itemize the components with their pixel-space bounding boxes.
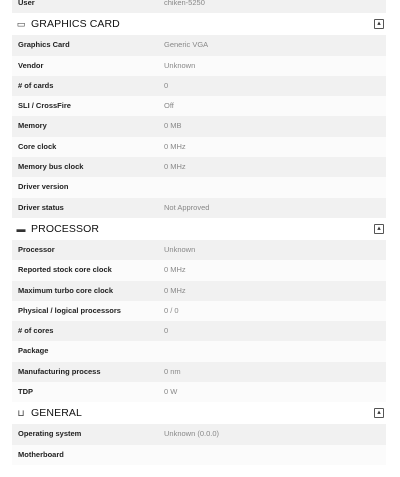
row-value: 0 [164, 326, 169, 336]
row-value: 0 W [164, 387, 178, 397]
row-key: Physical / logical processors [18, 305, 121, 315]
graphics-card-icon: ▭ [16, 19, 26, 30]
collapse-toggle-button[interactable]: ▴ [374, 408, 384, 418]
collapse-toggle-button[interactable]: ▴ [374, 19, 384, 29]
row-value: 0 MB [164, 121, 182, 131]
laptop-icon: ⊔ [17, 408, 25, 419]
row-value: 0 MHz [164, 162, 186, 172]
info-row [12, 76, 386, 96]
collapse-toggle-button[interactable]: ▴ [374, 224, 384, 234]
section-body-graphics-card [0, 35, 400, 218]
row-value: Unknown (0.0.0) [164, 429, 220, 439]
processor-icon: ▬ [16, 223, 26, 234]
row-key: Driver version [18, 182, 69, 192]
row-value: 0 / 0 [164, 305, 179, 315]
info-row [12, 301, 386, 321]
row-key: User [18, 0, 35, 7]
info-row [12, 35, 386, 55]
row-key: Graphics Card [18, 40, 70, 50]
info-row [12, 157, 386, 177]
row-key: Core clock [18, 141, 57, 151]
row-key: Processor [18, 244, 55, 254]
row-key: SLI / CrossFire [18, 101, 71, 111]
info-row [12, 445, 386, 465]
info-row [12, 96, 386, 116]
row-value: 0 [164, 80, 169, 90]
section-header-general [12, 402, 386, 424]
section-body-processor [0, 240, 400, 402]
row-value: 0 MHz [164, 141, 186, 151]
info-row [12, 424, 386, 444]
row-key: Memory [18, 121, 47, 131]
info-row [12, 240, 386, 260]
row-value: Off [164, 101, 174, 111]
section-title: GRAPHICS CARD [31, 18, 120, 31]
row-value: Unknown [164, 244, 196, 254]
row-value: 0 MHz [164, 285, 186, 295]
info-row [12, 362, 386, 382]
user-group [0, 0, 400, 13]
row-value: 0 MHz [164, 265, 186, 275]
row-key: TDP [18, 387, 33, 397]
row-key: Vendor [18, 60, 44, 70]
row-value: Unknown [164, 60, 196, 70]
info-row [12, 260, 386, 280]
row-key: Maximum turbo core clock [18, 285, 114, 295]
row-key: Operating system [18, 429, 82, 439]
info-row-user [12, 0, 386, 13]
info-row [12, 177, 386, 197]
row-value: 0 nm [164, 366, 181, 376]
info-row [12, 281, 386, 301]
row-key: Manufacturing process [18, 366, 101, 376]
info-row [12, 137, 386, 157]
row-key: # of cores [18, 326, 54, 336]
row-key: Motherboard [18, 449, 64, 459]
info-row [12, 116, 386, 136]
section-title: GENERAL [31, 407, 82, 420]
row-key: Package [18, 346, 49, 356]
info-row [12, 382, 386, 402]
row-key: Reported stock core clock [18, 265, 112, 275]
info-row [12, 198, 386, 218]
section-header-processor [12, 218, 386, 240]
section-body-general [0, 424, 400, 465]
info-row [12, 341, 386, 361]
section-header-graphics-card [12, 13, 386, 35]
section-title: PROCESSOR [31, 222, 100, 235]
row-key: Memory bus clock [18, 162, 84, 172]
row-value: Not Approved [164, 202, 210, 212]
row-key: # of cards [18, 80, 54, 90]
row-key: Driver status [18, 202, 64, 212]
info-row [12, 321, 386, 341]
row-value: chiken-5250 [164, 0, 205, 7]
info-row [12, 56, 386, 76]
row-value: Generic VGA [164, 40, 209, 50]
